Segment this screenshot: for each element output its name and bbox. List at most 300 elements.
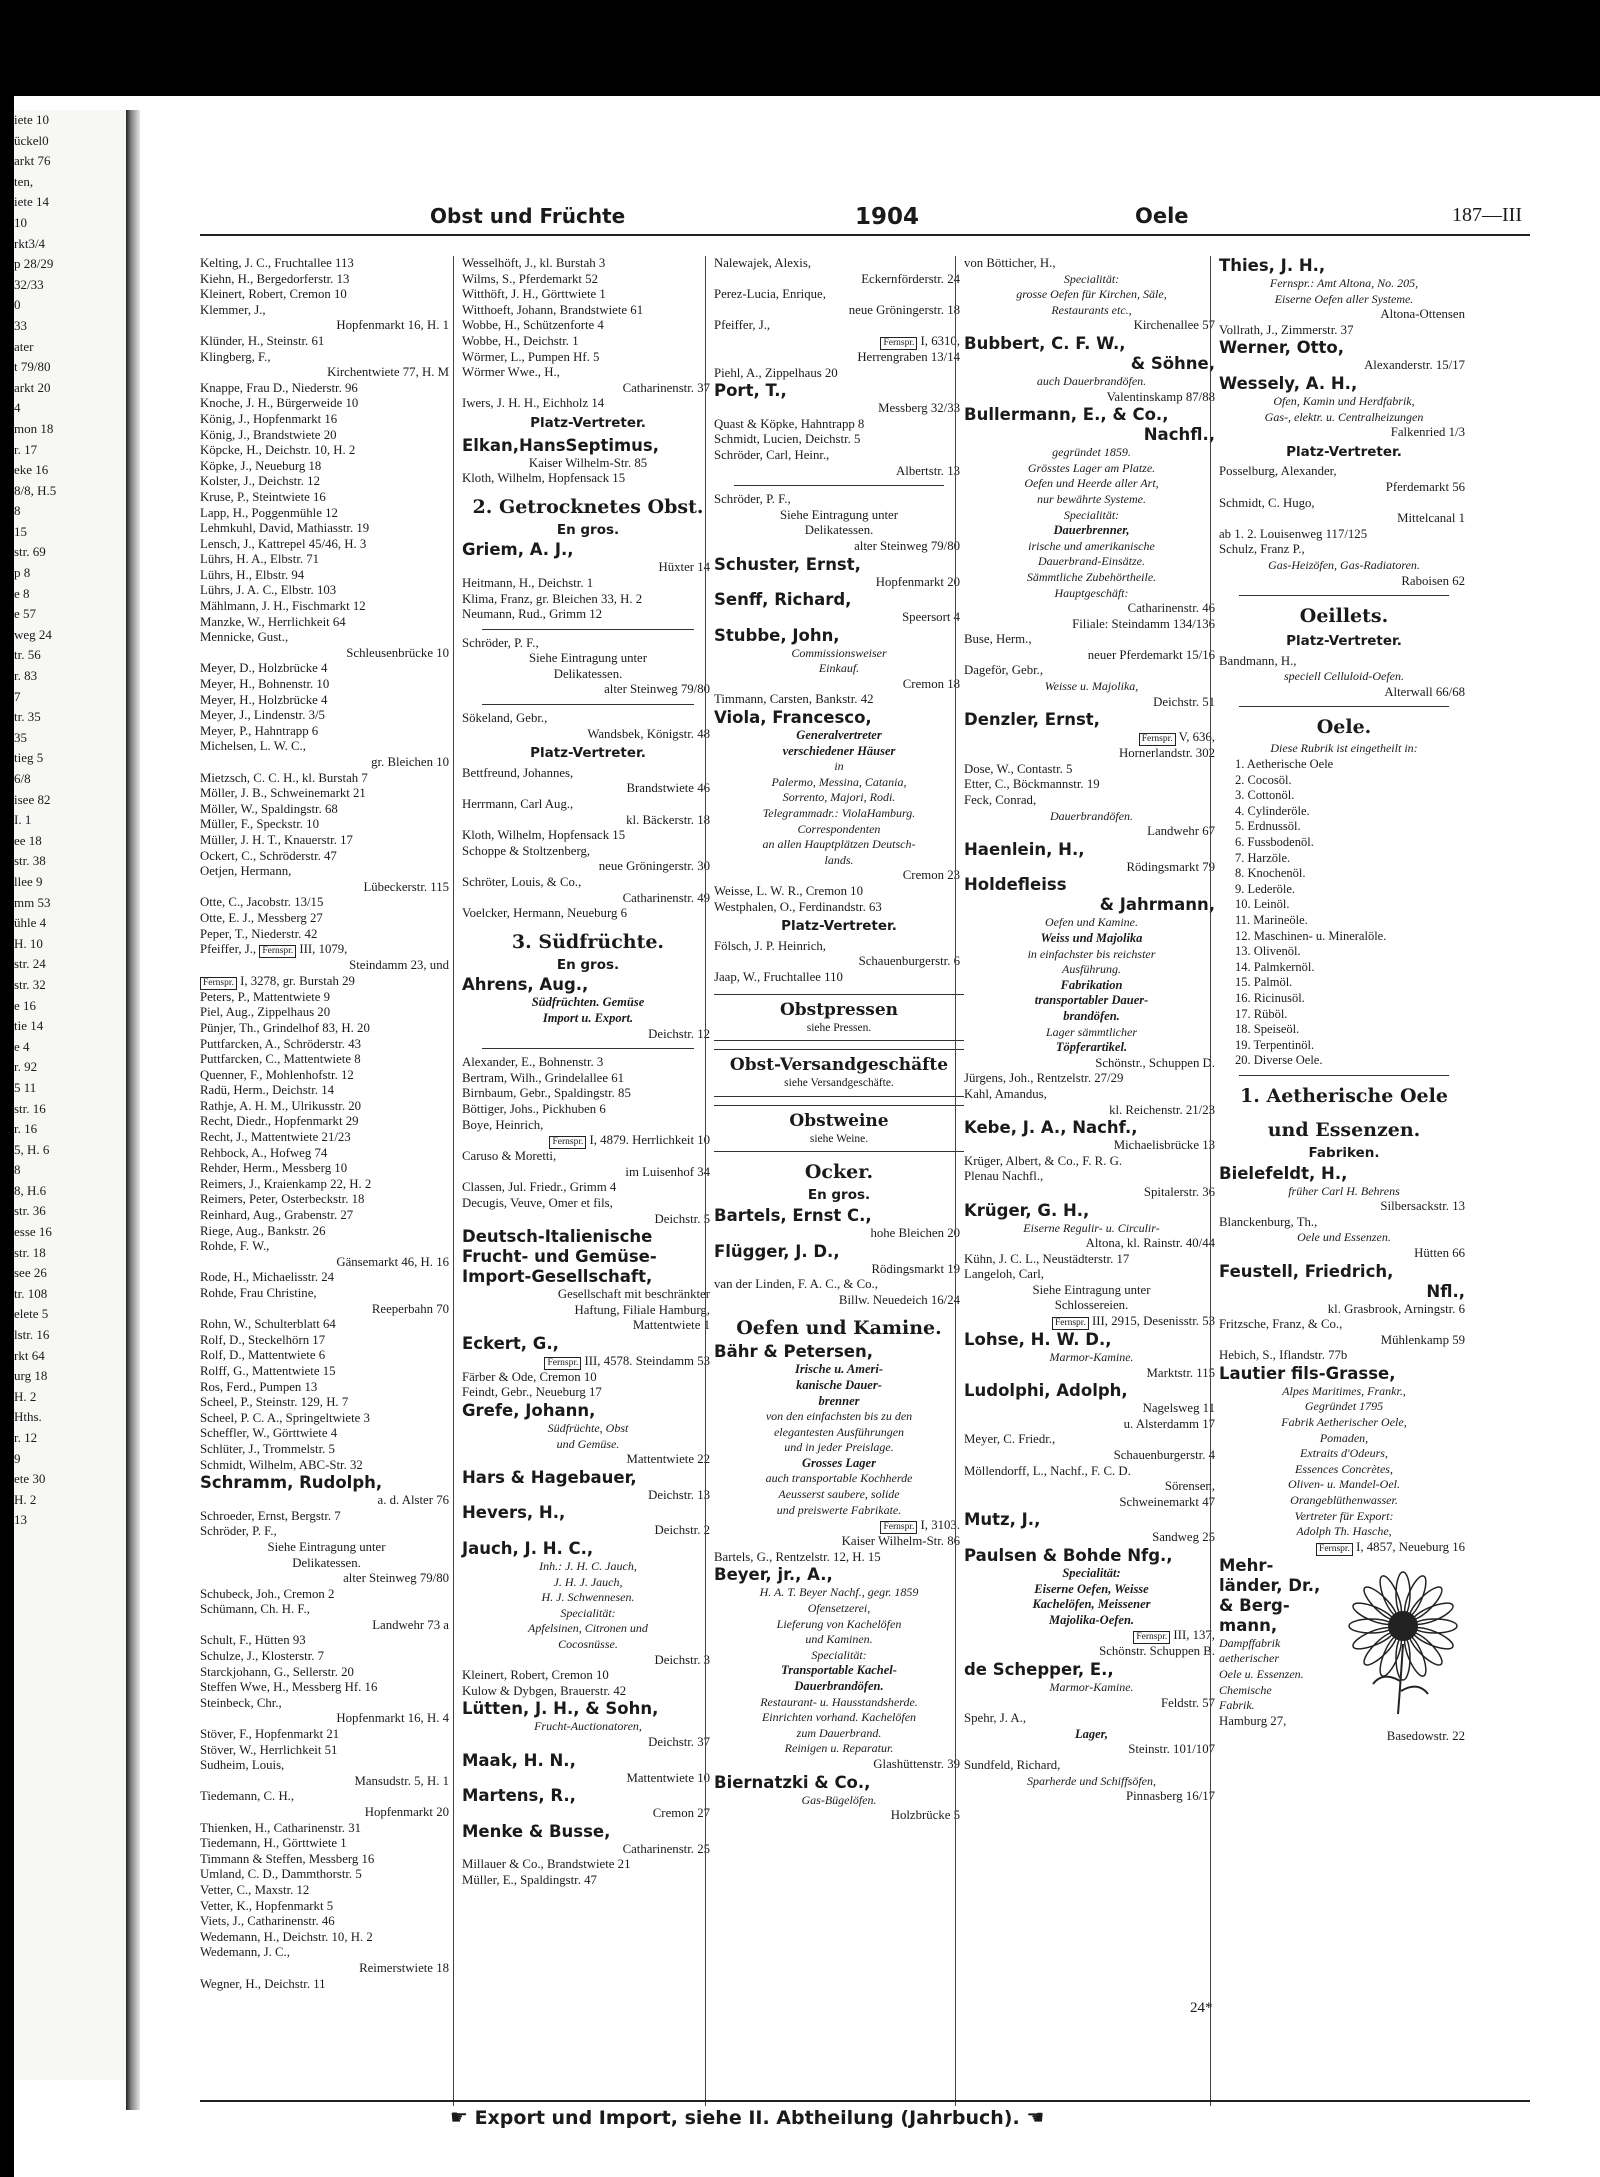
entry-line: Mittelcanal 1: [1397, 511, 1465, 526]
entry-line: Holdefleiss: [964, 875, 1067, 895]
directory-entry: [200, 615, 453, 631]
entry-line: Tiedemann, H., Görttwiete 1: [200, 1836, 347, 1851]
entry-line: Valentinskamp 87/88: [1106, 389, 1215, 404]
prev-page-line: Hths.: [14, 1409, 42, 1425]
directory-entry: [714, 366, 964, 382]
directory-entry: [200, 1130, 453, 1146]
entry-line: Fernspr. V, 636,: [964, 730, 1219, 746]
entry-line: Hüxter 14: [658, 560, 710, 575]
entry-line: Lapp, H., Poggenmühle 12: [200, 505, 338, 520]
entry-line: Klingberg, F.,: [200, 349, 271, 364]
directory-entry: [462, 975, 714, 1042]
cross-reference-box: [714, 1105, 964, 1153]
entry-line: gegründet 1859.: [1052, 445, 1131, 460]
entry-line: Landwehr 67: [1147, 824, 1215, 839]
entry-line: Kirchentwiete 77, H. M: [327, 365, 449, 380]
prev-page-line: ater: [14, 338, 34, 354]
entry-line: Fernspr. III, 2915, Desenisstr. 53: [964, 1314, 1219, 1330]
entry-line: Mattentwiete 1: [632, 1318, 710, 1333]
entry-line: Feindt, Gebr., Neueburg 17: [462, 1385, 602, 1400]
entry-line: Restaurant- u. Hausstandsherde.: [760, 1694, 918, 1709]
directory-entry: [462, 636, 714, 698]
directory-entry: [200, 537, 453, 553]
entry-line: Rohde, F. W.,: [200, 1239, 270, 1254]
directory-entry: [200, 552, 453, 568]
directory-entry: [200, 1883, 453, 1899]
subsection-heading: En gros.: [556, 956, 620, 973]
entry-line: Timmann & Steffen, Messberg 16: [200, 1851, 375, 1866]
entry-line: speciell Celluloid-Oefen.: [1284, 669, 1404, 684]
prev-page-line: iete 10: [14, 112, 50, 127]
directory-entry: [1219, 496, 1469, 527]
entry-line: Witthoeft, Johann, Brandstwiete 61: [462, 302, 644, 317]
directory-entry: [964, 793, 1219, 840]
page-footer: [200, 2100, 1530, 2130]
entry-line: Färber & Ode, Cremon 10: [462, 1369, 597, 1384]
entry-line: Boye, Heinrich,: [462, 1117, 544, 1132]
entry-line: Schmidt, Wilhelm, ABC-Str. 32: [200, 1457, 363, 1472]
entry-line: Feustell, Friedrich,: [1219, 1261, 1394, 1281]
entry-line: Decugis, Veuve, Omer et fils,: [462, 1195, 613, 1210]
prev-page-line: e 16: [14, 997, 37, 1013]
directory-entry: [200, 1930, 453, 1946]
entry-line: Gesellschaft mit beschränkter: [557, 1287, 710, 1302]
entry-line: Falkenried 1/3: [1390, 425, 1465, 440]
entry-line: in einfachster bis reichster: [1027, 946, 1156, 961]
entry-line: Pferdemarkt 56: [1385, 479, 1465, 494]
entry-line: Klemmer, J.,: [200, 302, 266, 317]
representatives-heading: Platz-Vertreter.: [530, 414, 646, 431]
entry-line: Fabrikation: [1060, 977, 1123, 992]
directory-entry: [462, 1086, 714, 1102]
column-1: [200, 256, 453, 2106]
directory-entry: [964, 1087, 1219, 1118]
directory-entry: [964, 256, 1219, 334]
entry-line: Lieferung von Kachelöfen: [776, 1616, 902, 1631]
entry-line: Meyer, H., Bohnenstr. 10: [200, 677, 330, 692]
category-item: 8. Knochenöl.: [1235, 866, 1306, 881]
directory-entry: [964, 710, 1219, 762]
entry-line: Bertram, Wilh., Grindelallee 61: [462, 1070, 625, 1085]
entry-line: Grefe, Johann,: [462, 1401, 596, 1421]
representatives-heading: Platz-Vertreter.: [781, 918, 897, 935]
prev-page-line: H. 2: [14, 1491, 37, 1507]
footer-text: Export und Import, siehe II. Abtheilung (Jahrbuch).: [474, 2107, 1020, 2129]
entry-line: Classen, Jul. Friedr., Grimm 4: [462, 1180, 617, 1195]
prev-page-line: str. 36: [14, 1203, 46, 1219]
directory-entry: [964, 1464, 1219, 1511]
entry-line: Sökeland, Gebr.,: [462, 711, 548, 726]
directory-entry: [1219, 464, 1469, 495]
directory-entry: [200, 895, 453, 911]
entry-line: Sörensen,: [1164, 1479, 1215, 1494]
entry-line: Wandsbek, Königstr. 48: [587, 726, 710, 741]
entry-line: Bettfreund, Johannes,: [462, 765, 574, 780]
prev-page-line: rkt3/4: [14, 235, 46, 251]
entry-line: Hars & Hagebauer,: [462, 1467, 637, 1487]
rule: [1239, 595, 1449, 596]
column-4: [955, 256, 1219, 2106]
directory-entry: [200, 708, 453, 724]
prev-page-line: arkt 20: [14, 379, 51, 395]
entry-line: Marmor-Kamine.: [1049, 1350, 1134, 1365]
directory-entry: [462, 540, 714, 576]
entry-line: Eiserne Regulir- u. Circulir-: [1023, 1220, 1160, 1235]
directory-entry: [1219, 1164, 1469, 1215]
entry-line: Sudheim, Louis,: [200, 1758, 285, 1773]
directory-entry: [200, 1821, 453, 1837]
entry-line: kl. Reichenstr. 21/23: [1109, 1102, 1215, 1117]
directory-entry: [200, 974, 453, 990]
entry-line: Specialität:: [560, 1605, 616, 1620]
entry-line: van der Linden, F. A. C., & Co.,: [714, 1277, 878, 1292]
subsection-heading: En gros.: [807, 1187, 871, 1204]
entry-line: gr. Bleichen 10: [371, 755, 449, 769]
entry-line: Menke & Busse,: [462, 1821, 611, 1841]
entry-line: Quenner, F., Mohlenhofstr. 12: [200, 1067, 354, 1082]
entry-line: Dauerbrenner,: [1053, 523, 1130, 538]
entry-line: Fölsch, J. P. Heinrich,: [714, 938, 826, 953]
entry-line: lands.: [824, 852, 854, 867]
directory-entry: [200, 1458, 453, 1474]
entry-line: Sandweg 25: [1152, 1530, 1215, 1545]
directory-entry: [964, 1252, 1219, 1268]
entry-line: Pfeiffer, J.,: [714, 318, 771, 333]
entry-line: Landwehr 73 a: [372, 1617, 449, 1632]
directory-entry: [200, 568, 453, 584]
directory-entry: [200, 849, 453, 865]
directory-entry: [200, 1743, 453, 1759]
entry-line: Deichstr. 13: [648, 1487, 710, 1502]
entry-line: Neumann, Rud., Grimm 12: [462, 607, 603, 622]
entry-line: Eiserne Oefen, Weisse: [1034, 1581, 1149, 1596]
entry-line: Schröder, P. F.,: [200, 1524, 277, 1539]
advert-line: länder, Dr.,: [1219, 1575, 1321, 1595]
directory-entry: [200, 1442, 453, 1458]
entry-line: Kulow & Dybgen, Brauerstr. 42: [462, 1683, 627, 1698]
entry-line: Fernspr. III, 137,: [964, 1628, 1219, 1644]
entry-line: Alexander, E., Bohnenstr. 3: [462, 1055, 604, 1070]
entry-line: Nachfl.,: [1143, 425, 1215, 445]
entry-line: Messberg 32/33: [878, 401, 960, 416]
entry-line: an allen Hauptplätzen Deutsch-: [762, 837, 916, 852]
directory-entry: [714, 692, 964, 708]
entry-line: im Luisenhof 34: [625, 1164, 710, 1179]
directory-entry: [200, 1836, 453, 1852]
directory-entry: [714, 1277, 964, 1308]
entry-line: Apfelsinen, Citronen und: [528, 1621, 648, 1636]
entry-line: Silbersackstr. 13: [1380, 1199, 1465, 1214]
entry-line: Diese Rubrik ist eingetheilt in:: [1270, 741, 1418, 756]
cross-reference-title: Obstweine: [789, 1110, 889, 1131]
entry-line: Eckernförderstr. 24: [861, 271, 960, 286]
entry-line: Rode, H., Michaelisstr. 24: [200, 1270, 334, 1285]
subsection-heading: Fabriken.: [1308, 1144, 1380, 1161]
entry-line: & Söhne,: [1130, 353, 1215, 373]
entry-line: Otte, E. J., Messberg 27: [200, 910, 323, 925]
entry-line: Martens, R.,: [462, 1786, 576, 1806]
directory-entry: [200, 583, 453, 599]
entry-line: Weisse, L. W. R., Cremon 10: [714, 884, 863, 898]
cross-reference-note: siehe Pressen.: [806, 1021, 872, 1034]
directory-entry: [462, 396, 714, 412]
directory-entry: [200, 287, 453, 303]
entry-line: Pfeiffer, J., Fernspr. III, 1079,: [200, 942, 348, 957]
entry-line: Kaiser Wilhelm-Str. 86: [841, 1534, 960, 1549]
prev-page-line: str. 32: [14, 976, 46, 992]
prev-page-line: ühle 4: [14, 915, 47, 931]
category-item: 9. Lederöle.: [1235, 881, 1296, 896]
entry-line: Thienken, H., Catharinenstr. 31: [200, 1820, 361, 1835]
entry-line: Michelsen, L. W. C.,: [200, 739, 306, 754]
entry-line: Fernspr.: Amt Altona, No. 205,: [1269, 276, 1419, 290]
book-spine: [126, 110, 140, 2110]
entry-line: Schmidt, C. Hugo,: [1219, 495, 1315, 510]
entry-line: Lührs, J. A. C., Elbstr. 103: [200, 583, 337, 598]
directory-entry: [200, 739, 453, 770]
entry-line: Radü, Herm., Deichstr. 14: [200, 1083, 334, 1098]
section-heading: und Essenzen.: [1267, 1118, 1421, 1141]
directory-entry: [200, 1224, 453, 1240]
entry-line: Möller, W., Spaldingstr. 68: [200, 801, 338, 816]
entry-line: und in jeder Preislage.: [784, 1440, 894, 1455]
entry-line: Fernspr. I, 3103.: [714, 1518, 964, 1534]
entry-line: Alpes Maritimes, Frankr.,: [1282, 1383, 1406, 1398]
entry-line: Jaap, W., Fruchtallee 110: [714, 969, 843, 984]
entry-line: Hornerlandstr. 302: [1119, 746, 1215, 761]
entry-line: Specialität:: [1063, 507, 1120, 522]
category-item: 15. Palmöl.: [1235, 975, 1293, 990]
entry-line: Bubbert, C. F. W.,: [964, 333, 1126, 353]
entry-line: Piehl, A., Zippelhaus 20: [714, 365, 838, 380]
entry-line: Marktstr. 115: [1146, 1365, 1215, 1380]
entry-line: Wörmer Wwe., H.,: [462, 365, 560, 380]
entry-line: Schauenburgerstr. 6: [858, 954, 960, 969]
directory-entry: [200, 1380, 453, 1396]
entry-line: Rohn, W., Schulterblatt 64: [200, 1317, 336, 1332]
entry-line: Hebich, S., Iflandstr. 77b: [1219, 1348, 1348, 1363]
entry-line: von Bötticher, H.,: [964, 256, 1056, 270]
advert-line: mann,: [1219, 1615, 1278, 1635]
directory-entry: [462, 365, 714, 396]
category-item: 7. Harzöle.: [1235, 850, 1291, 865]
entry-line: Einkauf.: [818, 661, 860, 676]
directory-entry: [462, 1503, 714, 1539]
entry-line: Pomaden,: [1319, 1430, 1369, 1445]
directory-entry: [1219, 527, 1469, 543]
entry-line: Ockert, C., Schröderstr. 47: [200, 848, 337, 863]
entry-line: Import-Gesellschaft,: [462, 1267, 653, 1287]
entry-line: Herrengraben 13/14: [857, 349, 960, 364]
header-page-number: 187—III: [1452, 204, 1522, 226]
entry-line: Hamburg 27,: [1219, 1713, 1287, 1728]
entry-line: a. d. Alster 76: [377, 1493, 449, 1508]
category-item: 10. Leinöl.: [1235, 897, 1290, 912]
directory-entry: [964, 1432, 1219, 1463]
directory-entry: [462, 1822, 714, 1858]
directory-entry: [200, 396, 453, 412]
entry-line: Grosses Lager: [802, 1455, 876, 1470]
entry-line: Stöver, F., Hopfenmarkt 21: [200, 1727, 340, 1742]
directory-entry: [964, 1118, 1219, 1154]
directory-entry: [964, 405, 1219, 632]
entry-line: Reimerstwiete 18: [359, 1960, 449, 1975]
directory-entry: [462, 844, 714, 875]
entry-line: Klima, Franz, gr. Bleichen 33, H. 2: [462, 591, 643, 606]
directory-entry: [462, 1102, 714, 1118]
entry-line: Holzbrücke 5: [890, 1808, 960, 1823]
directory-entry: [200, 1364, 453, 1380]
previous-page-edge: [14, 110, 126, 2080]
prev-page-line: tieg 5: [14, 750, 44, 766]
entry-line: kl. Grasbrook, Arningstr. 6: [1327, 1301, 1465, 1316]
prev-page-line: urg 18: [14, 1368, 48, 1384]
prev-page-line: 5 11: [14, 1079, 37, 1095]
directory-entry: [462, 471, 714, 487]
prev-page-line: 4: [14, 400, 21, 416]
directory-entry: [200, 1239, 453, 1270]
entry-line: Quast & Köpke, Hahntrapp 8: [714, 416, 865, 431]
entry-line: Rolf, D., Mattentwiete 6: [200, 1348, 326, 1363]
directory-entry: [462, 1055, 714, 1071]
directory-entry: [462, 906, 714, 922]
entry-line: Lütten, J. H., & Sohn,: [462, 1699, 659, 1719]
directory-entry: [462, 1180, 714, 1196]
entry-line: Müller, E., Spaldingstr. 47: [462, 1872, 597, 1887]
prev-page-line: H. 10: [14, 935, 43, 951]
directory-entry: [200, 1052, 453, 1068]
directory-entry: [1219, 1348, 1469, 1364]
directory-entry: [462, 350, 714, 366]
representatives-heading: Platz-Vertreter.: [1286, 443, 1402, 460]
entry-line: Etter, C., Böckmannstr. 19: [964, 777, 1100, 792]
scan-border-left: [0, 96, 14, 2177]
entry-line: Iwers, J. H. H., Eichholz 14: [462, 396, 605, 411]
entry-line: Bandmann, H.,: [1219, 653, 1297, 668]
entry-line: Feldstr. 57: [1160, 1695, 1215, 1710]
prev-page-line: 15: [14, 523, 27, 539]
directory-entry: [1219, 654, 1469, 701]
directory-entry: [200, 1633, 453, 1649]
cross-reference-box: [714, 1049, 964, 1097]
prev-page-line: 6/8: [14, 771, 31, 786]
entry-line: Viola, Francesco,: [714, 708, 872, 728]
prev-page-line: t 79/80: [14, 359, 51, 375]
category-item: 17. Rüböl.: [1235, 1006, 1288, 1021]
entry-line: Oliven- u. Mandel-Oel.: [1288, 1477, 1400, 1492]
entry-line: Timmann, Carsten, Bankstr. 42: [714, 692, 874, 707]
directory-entry: [200, 1789, 453, 1820]
entry-line: Tiedemann, C. H.,: [200, 1789, 295, 1804]
prev-page-line: H. 2: [14, 1388, 37, 1404]
entry-line: Pünjer, Th., Grindelhof 83, H. 20: [200, 1020, 370, 1035]
entry-line: Ausführung.: [1061, 962, 1121, 977]
entry-line: Brandstwiete 46: [626, 781, 710, 796]
entry-line: Schroeder, Ernst, Bergstr. 7: [200, 1508, 341, 1523]
entry-line: Deichstr. 37: [648, 1734, 710, 1749]
entry-line: brandöfen.: [1063, 1008, 1120, 1023]
entry-line: Deichstr. 2: [654, 1523, 710, 1538]
entry-line: Cremon 23: [902, 868, 960, 883]
entry-line: Feck, Conrad,: [964, 793, 1037, 808]
entry-line: Meyer, C. Friedr.,: [964, 1432, 1056, 1447]
entry-line: Müller, J. H. T., Knauerstr. 17: [200, 832, 353, 847]
directory-entry: [964, 1201, 1219, 1252]
entry-line: Werner, Otto,: [1219, 338, 1345, 358]
entry-line: H. J. Schwennesen.: [541, 1590, 635, 1605]
prev-page-line: r. 16: [14, 1121, 38, 1137]
entry-line: Alexanderstr. 15/17: [1364, 358, 1465, 373]
entry-line: Schult, F., Hütten 93: [200, 1633, 306, 1648]
entry-line: Wessely, A. H.,: [1219, 373, 1358, 393]
directory-entry: [714, 555, 964, 591]
entry-line: Billw. Neuedeich 16/24: [838, 1292, 960, 1307]
prev-page-line: str. 69: [14, 544, 46, 560]
entry-line: Deutsch-Italienische: [462, 1227, 653, 1247]
directory-entry: [714, 884, 964, 900]
entry-line: Bielefeldt, H.,: [1219, 1163, 1348, 1183]
page-header: [200, 200, 1530, 236]
entry-line: Perez-Lucia, Enrique,: [714, 287, 826, 302]
entry-line: Specialität:: [1062, 1566, 1121, 1580]
entry-line: nur bewährte Systeme.: [1037, 491, 1146, 506]
directory-entry: [964, 1758, 1219, 1805]
entry-line: Blanckenburg, Th.,: [1219, 1214, 1318, 1229]
entry-line: Lager sämmtlicher: [1046, 1024, 1137, 1039]
entry-line: Steffen Wwe, H., Messberg Hf. 16: [200, 1680, 378, 1695]
entry-line: Altona, kl. Rainstr. 40/44: [1085, 1236, 1215, 1251]
entry-line: Deichstr. 12: [648, 1026, 710, 1041]
entry-line: Gas-, elektr. u. Centralheizungen: [1264, 409, 1424, 424]
entry-line: Lager,: [1075, 1726, 1108, 1741]
telephone-badge: Fernspr.: [1139, 733, 1176, 746]
prev-page-line: str. 38: [14, 853, 46, 869]
entry-line: Essences Concrètes,: [1295, 1461, 1393, 1476]
prev-page-line: 35: [14, 729, 27, 745]
entry-line: Kirchenallee 57: [1133, 318, 1215, 333]
entry-line: Basedowstr. 22: [1386, 1729, 1465, 1744]
directory-entry: [200, 771, 453, 787]
telephone-badge: Fernspr.: [1316, 1543, 1353, 1556]
telephone-badge: Fernspr.: [1133, 1631, 1170, 1644]
entry-line: Heitmann, H., Deichstr. 1: [462, 575, 594, 590]
entry-line: Peper, T., Niederstr. 42: [200, 926, 318, 941]
prev-page-line: tr. 56: [14, 647, 41, 663]
directory-entry: [714, 432, 964, 448]
entry-line: Schmidt, Lucien, Deichstr. 5: [714, 432, 861, 447]
prev-page-line: str. 18: [14, 1244, 46, 1260]
rule: [482, 1048, 694, 1049]
entry-line: Meyer, D., Holzbrücke 4: [200, 661, 328, 676]
entry-line: Import u. Export.: [542, 1010, 634, 1025]
directory-entry: [200, 490, 453, 506]
entry-line: Schramm, Rudolph,: [200, 1473, 383, 1493]
entry-line: Schümann, Ch. H. F.,: [200, 1602, 310, 1617]
entry-line: Specialität:: [811, 1647, 867, 1662]
entry-line: Schuster, Ernst,: [714, 554, 861, 574]
entry-line: Glashüttenstr. 39: [873, 1756, 960, 1771]
advert-line: Chemische: [1219, 1682, 1272, 1697]
entry-line: Commissionsweiser: [791, 645, 887, 660]
prev-page-line: mm 53: [14, 894, 51, 910]
entry-line: Rolff, G., Mattentwiete 15: [200, 1363, 336, 1378]
entry-line: Schönstr. Schuppen B.: [1099, 1644, 1215, 1659]
entry-line: Fernspr. I, 4879. Herrlichkeit 10: [462, 1133, 714, 1149]
entry-line: Elkan,HansSeptimus,: [462, 435, 660, 455]
column-2: [453, 256, 714, 2106]
directory-entry: [462, 1071, 714, 1087]
category-item: 4. Cylinderöle.: [1235, 803, 1310, 818]
